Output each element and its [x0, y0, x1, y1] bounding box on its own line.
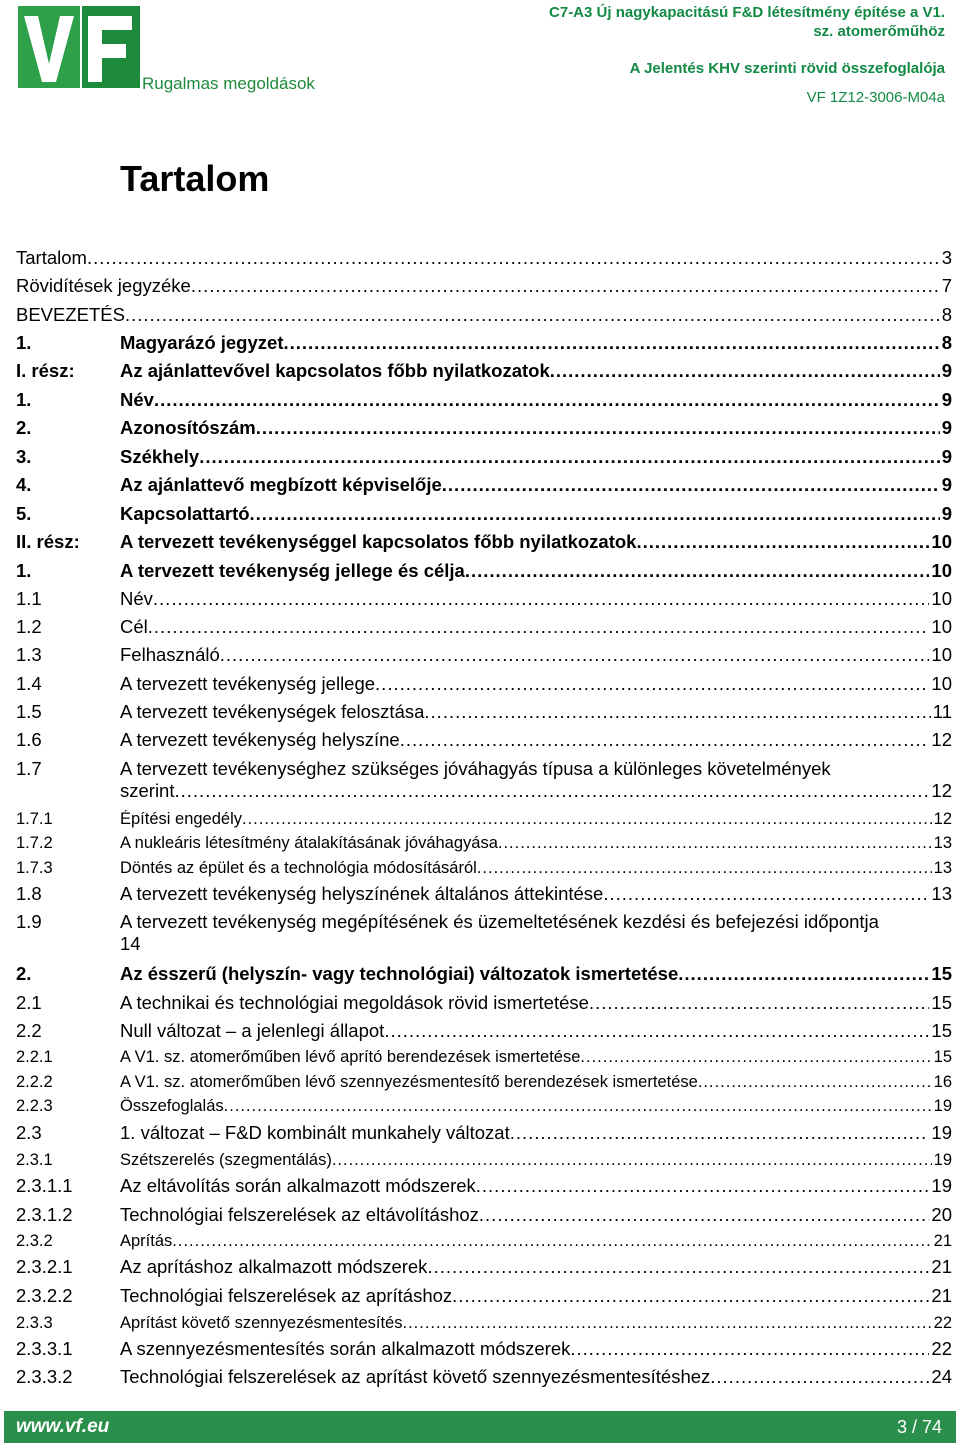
toc-entry-page: 21: [931, 1285, 952, 1306]
toc-entry-title: Felhasználó: [120, 644, 220, 665]
toc-entry-title: A nukleáris létesítmény átalakításának jóváhagyása: [120, 834, 498, 852]
toc-entry-title: Null változat – a jelenlegi állapot: [120, 1020, 385, 1041]
toc-entry-number: 2.3.2.1: [16, 1256, 73, 1277]
toc-entry-title: Tartalom: [16, 247, 87, 268]
dot-leader: [175, 780, 930, 802]
dot-leader: [256, 417, 940, 439]
toc-entry-title: A tervezett tevékenységgel kapcsolatos főbb nyilatkozatok: [120, 531, 637, 552]
toc-entry-title: A szennyezésmentesítés során alkalmazott módszerek: [120, 1338, 571, 1359]
dot-leader: [427, 1256, 929, 1278]
toc-entry[interactable]: [16, 616, 952, 640]
toc-entry[interactable]: [16, 1232, 952, 1256]
toc-entry-number: 1.7.3: [16, 859, 53, 877]
toc-entry-page: 9: [941, 417, 952, 438]
document-code: VF 1Z12-3006-M04a: [806, 89, 945, 106]
dot-leader: [154, 389, 940, 411]
toc-entry-page: 19: [931, 1175, 952, 1196]
toc-entry-number: 2.3.2.2: [16, 1285, 73, 1306]
toc-entry-title: Név: [120, 389, 154, 410]
toc-entry-page: 9: [941, 503, 952, 524]
toc-entry[interactable]: [16, 1175, 952, 1199]
toc-entry-number: 1.: [16, 560, 32, 581]
toc-entry-title: Magyarázó jegyzet: [120, 332, 284, 353]
toc-entry-number: 2.3.1.1: [16, 1175, 73, 1196]
dot-leader: [580, 1048, 931, 1067]
toc-entry[interactable]: [16, 1122, 952, 1146]
toc-entry-number: 1.7.2: [16, 834, 53, 852]
dot-leader: [332, 1151, 932, 1170]
toc-entry-title: Aprítás: [120, 1232, 173, 1250]
toc-entry[interactable]: [16, 360, 952, 384]
toc-entry-number: 1.7: [16, 758, 42, 779]
toc-entry[interactable]: [16, 673, 952, 697]
toc-entry[interactable]: [16, 389, 952, 413]
toc-entry-number: 1.2: [16, 616, 42, 637]
footer-url[interactable]: www.vf.eu: [16, 1416, 110, 1437]
report-title: A Jelentés KHV szerinti rövid összefoglalója: [629, 60, 945, 77]
toc-entry-page: 8: [941, 332, 952, 353]
toc-entry-page: 9: [941, 389, 952, 410]
toc-entry-title: Technológiai felszerelések az eltávolításhoz: [120, 1204, 479, 1225]
dot-leader: [191, 275, 940, 297]
toc-entry-title: Összefoglalás: [120, 1097, 224, 1115]
toc-entry-page: 19: [933, 1097, 952, 1115]
toc-entry-number: 2.3.3.2: [16, 1366, 73, 1387]
toc-entry-number: 2.2: [16, 1020, 42, 1041]
toc-entry[interactable]: [16, 247, 952, 271]
dot-leader: [153, 588, 930, 610]
dot-leader: [148, 616, 930, 638]
toc-entry-title: Az aprításhoz alkalmazott módszerek: [120, 1256, 428, 1277]
toc-entry-page: 11: [932, 701, 952, 722]
toc-entry-number: 1.7.1: [16, 810, 53, 828]
toc-entry-number: 1.8: [16, 883, 42, 904]
toc-entry-title: Döntés az épület és a technológia módosításáról: [120, 859, 477, 877]
toc-entry[interactable]: [16, 1314, 952, 1338]
dot-leader: [476, 1175, 930, 1197]
toc-entry[interactable]: [16, 531, 952, 555]
toc-entry-title: A tervezett tevékenység jellege és célja: [120, 560, 465, 581]
toc-entry[interactable]: [16, 417, 952, 441]
toc-entry-number: 1.: [16, 332, 32, 353]
dot-leader: [384, 1020, 929, 1042]
dot-leader: [710, 1366, 929, 1388]
toc-entry-number: 1.9: [16, 911, 42, 932]
toc-entry[interactable]: [16, 963, 952, 987]
dot-leader: [125, 304, 940, 326]
dot-leader: [283, 332, 939, 354]
dot-leader: [220, 644, 930, 666]
toc-entry[interactable]: [16, 729, 952, 753]
toc-entry-page: 3: [941, 247, 952, 268]
toc-entry[interactable]: [16, 474, 952, 498]
dot-leader: [242, 810, 932, 829]
dot-leader: [510, 1122, 930, 1144]
toc-entry-title: Rövidítések jegyzéke: [16, 275, 191, 296]
toc-entry[interactable]: [16, 883, 952, 907]
toc-entry-page: 9: [941, 446, 952, 467]
project-title-line2: sz. atomerőműhöz: [813, 23, 945, 40]
toc-entry-page: 22: [933, 1314, 952, 1332]
toc-entry-page: 7: [941, 275, 952, 296]
toc-entry-page: 20: [931, 1204, 952, 1225]
toc-entry[interactable]: [16, 859, 952, 883]
dot-leader: [498, 834, 932, 853]
company-slogan: Rugalmas megoldások: [142, 74, 315, 93]
toc-entry[interactable]: [16, 332, 952, 356]
page-title: Tartalom: [120, 158, 270, 199]
dot-leader: [442, 474, 940, 496]
toc-entry[interactable]: [16, 1097, 952, 1121]
dot-leader: [375, 673, 929, 695]
dot-leader: [698, 1073, 932, 1092]
toc-entry[interactable]: [16, 588, 952, 612]
toc-entry-page: 13: [933, 859, 952, 877]
toc-entry-number: 1.3: [16, 644, 42, 665]
toc-entry-page: 15: [931, 963, 952, 984]
toc-entry[interactable]: [16, 275, 952, 299]
dot-leader: [402, 1314, 931, 1333]
dot-leader: [570, 1338, 929, 1360]
project-title-line1: C7-A3 Új nagykapacitású F&D létesítmény építése a V1.: [549, 4, 945, 21]
dot-leader: [87, 247, 940, 269]
toc-entry-title: A tervezett tevékenység helyszínének általános áttekintése: [120, 883, 604, 904]
toc-entry-page: 12: [933, 810, 952, 828]
toc-entry[interactable]: [16, 644, 952, 668]
toc-entry[interactable]: [16, 1256, 952, 1280]
toc-entry[interactable]: [16, 446, 952, 470]
toc-entry-number: 1.1: [16, 588, 42, 609]
toc-entry-page: 13: [933, 834, 952, 852]
toc-entry-title: Technológiai felszerelések az aprításhoz: [120, 1285, 453, 1306]
toc-entry-title: A tervezett tevékenységhez szükséges jóváhagyás típusa a különleges követelmények: [120, 758, 831, 779]
toc-entry-number: 2.3.2: [16, 1232, 53, 1250]
toc-entry-number: 2.3.1: [16, 1151, 53, 1169]
toc-entry-title: Az ajánlattevővel kapcsolatos főbb nyilatkozatok: [120, 360, 550, 381]
toc-entry-page: 10: [931, 673, 952, 694]
toc-entry-number: 3.: [16, 446, 32, 467]
toc-entry-page: 10: [931, 560, 952, 581]
dot-leader: [199, 446, 940, 468]
toc-entry[interactable]: [16, 1020, 952, 1044]
toc-entry[interactable]: [16, 1338, 952, 1362]
toc-entry[interactable]: [16, 834, 952, 858]
toc-entry-title: Szétszerelés (szegmentálás): [120, 1151, 332, 1169]
vf-logo: [16, 4, 142, 90]
toc-entry-page: 19: [931, 1122, 952, 1143]
toc-entry-page: 8: [941, 304, 952, 325]
toc-entry-number: 2.3: [16, 1122, 42, 1143]
toc-entry-title: A V1. sz. atomerőműben lévő szennyezésmentesítő berendezések ismertetése: [120, 1073, 698, 1091]
toc-entry[interactable]: [16, 503, 952, 527]
toc-entry-page: 21: [933, 1232, 952, 1250]
toc-entry-title: Az eltávolítás során alkalmazott módszerek: [120, 1175, 476, 1196]
dot-leader: [603, 883, 929, 905]
toc-entry-page: 10: [931, 644, 952, 665]
dot-leader: [479, 1204, 930, 1226]
toc-entry-title: Az ajánlattevő megbízott képviselője: [120, 474, 442, 495]
toc-entry[interactable]: [16, 1048, 952, 1072]
toc-entry-title: A tervezett tevékenység jellege: [120, 673, 376, 694]
toc-entry[interactable]: [16, 911, 952, 961]
toc-entry-number: 5.: [16, 503, 32, 524]
toc-entry[interactable]: [16, 1151, 952, 1175]
toc-entry-title: Technológiai felszerelések az aprítást követő szennyezésmentesítéshez: [120, 1366, 711, 1387]
toc-entry-number: 2.2.1: [16, 1048, 53, 1066]
toc-entry-title: 1. változat – F&D kombinált munkahely változat: [120, 1122, 510, 1143]
toc-entry-title: A tervezett tevékenység helyszíne: [120, 729, 400, 750]
toc-entry-number: 1.4: [16, 673, 42, 694]
dot-leader: [636, 531, 929, 553]
toc-entry-page: 15: [931, 1020, 952, 1041]
toc-entry-title-continued: szerint: [120, 780, 175, 801]
toc-entry[interactable]: [16, 810, 952, 834]
toc-entry[interactable]: [16, 758, 952, 808]
dot-leader: [424, 701, 930, 723]
toc-entry-title: A tervezett tevékenységek felosztása: [120, 701, 425, 722]
toc-entry-page: 19: [933, 1151, 952, 1169]
toc-entry-number: I. rész:: [16, 360, 75, 381]
toc-entry-number: 1.5: [16, 701, 42, 722]
dot-leader: [400, 729, 930, 751]
toc-entry-page: 24: [931, 1366, 952, 1387]
toc-entry[interactable]: [16, 1073, 952, 1097]
toc-entry-page: 9: [941, 474, 952, 495]
toc-entry-title: A V1. sz. atomerőműben lévő aprító berendezések ismertetése: [120, 1048, 581, 1066]
toc-entry[interactable]: [16, 1285, 952, 1309]
toc-entry-page: 12: [931, 780, 952, 801]
toc-entry-title: Az ésszerű (helyszín- vagy technológiai) változatok ismertetése: [120, 963, 679, 984]
toc-entry-title: Aprítást követő szennyezésmentesítés: [120, 1314, 403, 1332]
toc-entry-number: 2.3.3.1: [16, 1338, 73, 1359]
toc-entry-page: 22: [931, 1338, 952, 1359]
toc-entry-page: 10: [931, 588, 952, 609]
toc-entry-number: 1.: [16, 389, 32, 410]
toc-entry-page: 15: [931, 992, 952, 1013]
toc-entry-number: 2.: [16, 963, 32, 984]
toc-entry-title: Székhely: [120, 446, 200, 467]
toc-entry[interactable]: [16, 304, 952, 328]
toc-entry-title: Cél: [120, 616, 148, 637]
toc-entry-page: 10: [931, 616, 952, 637]
toc-entry-number: 2.3.1.2: [16, 1204, 73, 1225]
toc-entry-page: 21: [931, 1256, 952, 1277]
toc-entry-title: Építési engedély: [120, 810, 243, 828]
toc-entry-number: II. rész:: [16, 531, 80, 552]
toc-entry-page: 15: [933, 1048, 952, 1066]
page-number: 3 / 74: [896, 1417, 942, 1437]
toc-entry-number: 2.2.2: [16, 1073, 53, 1091]
toc-entry-number: 2.2.3: [16, 1097, 53, 1115]
toc-entry-page: 9: [941, 360, 952, 381]
dot-leader: [477, 859, 932, 878]
toc-entry-number: 4.: [16, 474, 32, 495]
toc-entry[interactable]: [16, 701, 952, 725]
toc-entry-page: 12: [931, 729, 952, 750]
toc-entry-title: Azonosítószám: [120, 417, 256, 438]
toc-entry-number: 1.6: [16, 729, 42, 750]
toc-entry-number: 2.1: [16, 992, 42, 1013]
toc-entry-page: 13: [931, 883, 952, 904]
toc-entry[interactable]: [16, 560, 952, 584]
toc-entry-title: BEVEZETÉS: [16, 304, 125, 325]
toc-entry[interactable]: [16, 1366, 952, 1390]
toc-entry-number: 2.: [16, 417, 32, 438]
dot-leader: [224, 1097, 932, 1116]
toc-entry-title: Kapcsolattartó: [120, 503, 250, 524]
toc-entry-title: A technikai és technológiai megoldások rövid ismertetése: [120, 992, 589, 1013]
toc-entry-number: 2.3.3: [16, 1314, 53, 1332]
toc-entry-page: 10: [931, 531, 952, 552]
dot-leader: [678, 963, 929, 985]
dot-leader: [452, 1285, 929, 1307]
dot-leader: [589, 992, 929, 1014]
toc-entry-title: A tervezett tevékenység megépítésének és üzemeltetésének kezdési és befejezési időpontja: [120, 911, 879, 932]
toc-entry-page: 14: [120, 933, 141, 954]
toc-entry-title: Név: [120, 588, 153, 609]
dot-leader: [465, 560, 930, 582]
dot-leader: [250, 503, 940, 525]
page-footer: [4, 1411, 956, 1443]
dot-leader: [172, 1232, 931, 1251]
toc-entry[interactable]: [16, 1204, 952, 1228]
toc-entry[interactable]: [16, 992, 952, 1016]
toc-entry-page: 16: [933, 1073, 952, 1091]
dot-leader: [550, 360, 940, 382]
